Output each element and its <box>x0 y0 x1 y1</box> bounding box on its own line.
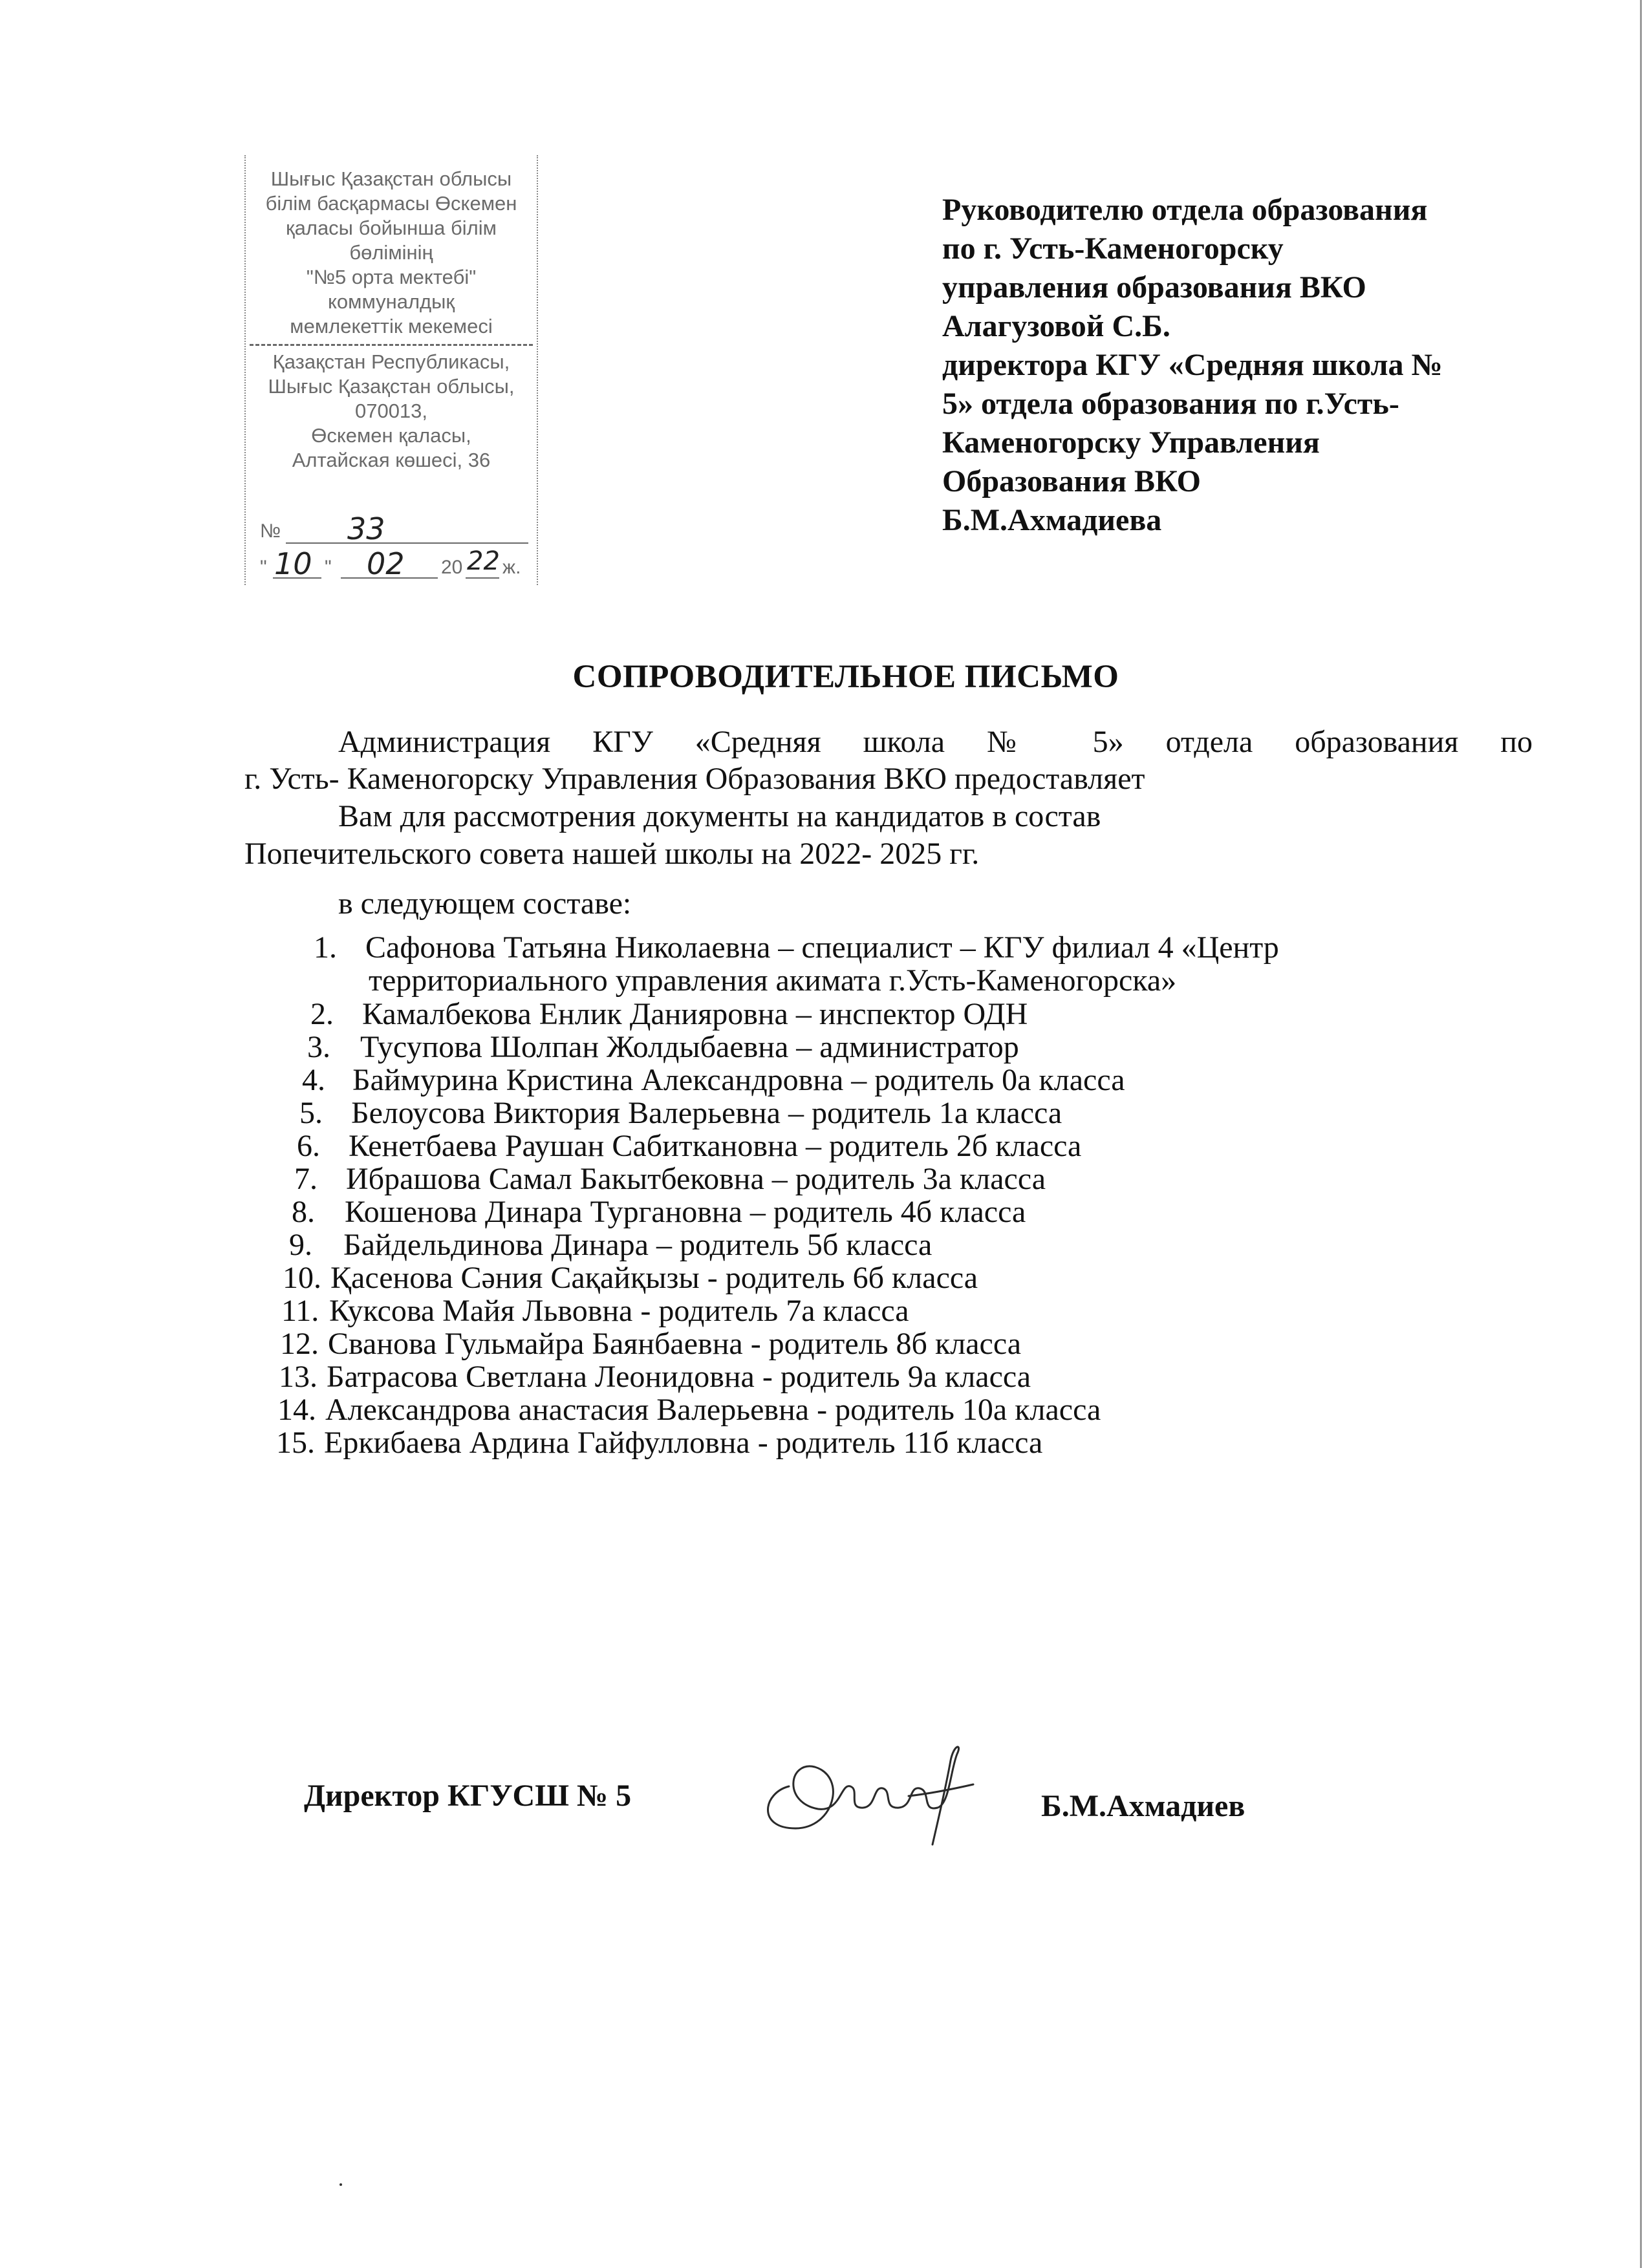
registration-stamp <box>244 155 538 585</box>
list-item-text: Сванова Гульмайра Баянбаевна - родитель 8б класса <box>328 1327 1022 1361</box>
stamp-line: қаласы бойынша білім <box>286 217 497 239</box>
scan-speck <box>339 2183 342 2186</box>
stamp-line: Шығыс Қазақстан облысы, <box>268 375 515 398</box>
addressee-line: директора КГУ «Средняя школа № <box>942 348 1443 382</box>
body-line: Администрация КГУ «Средняя школа № 5» отдела образования по <box>338 725 1533 759</box>
addressee-block <box>942 191 1589 540</box>
stamp-line: Қазақстан Республикасы, <box>272 350 510 373</box>
list-item <box>288 1097 1594 1129</box>
body-line: Вам для рассмотрения документы на кандидатов в состав <box>338 799 1101 833</box>
stamp-number-row <box>260 511 532 549</box>
stamp-date-close-quote: " <box>325 557 332 578</box>
list-item <box>288 998 1594 1031</box>
list-item-number: 13. <box>279 1360 318 1394</box>
stamp-line: мемлекеттік мекемесі <box>290 315 493 337</box>
list-item-text: Сафонова Татьяна Николаевна – специалист – КГУ филиал 4 «Центр <box>365 930 1279 965</box>
stamp-date-suffix: ж. <box>502 557 521 578</box>
signatory-name: Б.М.Ахмадиев <box>1041 1789 1245 1823</box>
list-item-text: Батрасова Светлана Леонидовна - родитель 9а класса <box>327 1360 1031 1394</box>
list-item-text: Баймурина Кристина Александровна – родитель 0а класса <box>352 1063 1125 1097</box>
list-item <box>283 1261 1594 1295</box>
list-item <box>277 1393 1594 1427</box>
list-item-text: Байдельдинова Динара – родитель 5б класса <box>343 1228 932 1262</box>
stamp-date-open-quote: " <box>260 557 267 578</box>
addressee-line: Алагузовой С.Б. <box>942 309 1170 343</box>
stamp-date-year-prefix: 20 <box>441 557 463 578</box>
signature-row <box>0 1764 1649 1841</box>
stamp-date-underline <box>273 577 321 579</box>
list-item <box>288 1064 1594 1097</box>
list-item-text: Кенетбаева Раушан Сабиткановна – родитель 2б класса <box>349 1129 1082 1163</box>
candidates-list <box>276 930 1594 1460</box>
list-item-number: 5. <box>299 1096 323 1130</box>
list-item-text: Қасенова Сәния Сақайқызы - родитель 6б класса <box>330 1261 978 1295</box>
list-item <box>288 1195 1594 1228</box>
list-item-text: Тусупова Шолпан Жолдыбаевна – администратор <box>360 1030 1019 1064</box>
stamp-date-month: 02 <box>367 546 405 581</box>
list-item <box>276 1426 1594 1460</box>
scan-edge-line <box>1640 0 1642 2268</box>
addressee-line: Б.М.Ахмадиева <box>942 503 1162 537</box>
stamp-line: "№5 орта мектебі" <box>306 266 477 288</box>
list-item-number: 9. <box>289 1228 312 1262</box>
list-item-number: 11. <box>281 1294 319 1328</box>
body-line: Попечительского совета нашей школы на 2022- 2025 гг. <box>244 837 980 871</box>
list-item <box>280 1327 1594 1361</box>
stamp-line: білім басқармасы Өскемен <box>265 192 517 215</box>
stamp-line: Өскемен қаласы, <box>311 424 471 447</box>
list-item-text: Куксова Майя Львовна - родитель 7а класса <box>329 1294 909 1328</box>
body-line: г. Усть- Каменогорску Управления Образования ВКО предоставляет <box>244 762 1145 796</box>
stamp-separator <box>250 344 533 346</box>
list-item <box>288 1162 1594 1195</box>
stamp-line: коммуналдық <box>327 290 455 313</box>
stamp-number-prefix: № <box>260 520 281 542</box>
list-item <box>288 1031 1594 1064</box>
stamp-date-underline <box>341 577 438 579</box>
addressee-line: Руководителю отдела образования <box>942 193 1428 227</box>
stamp-date-year-suffix: 22 <box>467 546 500 576</box>
list-item-text: Кошенова Динара Тургановна – родитель 4б класса <box>345 1195 1026 1229</box>
list-item-text: Александрова анастасия Валерьевна - родитель 10а класса <box>325 1393 1101 1427</box>
list-item <box>281 1294 1594 1328</box>
list-item-text: территориального управления акимата г.Усть-Каменогорска» <box>369 963 1177 998</box>
stamp-number-underline <box>286 542 528 544</box>
list-item <box>288 1129 1594 1162</box>
list-item-number: 8. <box>292 1195 315 1229</box>
addressee-line: Образования ВКО <box>942 464 1202 498</box>
list-item-number: 6. <box>297 1129 320 1163</box>
list-item-number: 12. <box>280 1327 319 1361</box>
addressee-line: Каменогорску Управления <box>942 425 1320 460</box>
list-item <box>279 1360 1594 1394</box>
list-item <box>288 931 1594 964</box>
list-item-text: Камалбекова Енлик Данияровна – инспектор ОДН <box>362 997 1028 1031</box>
addressee-line: по г. Усть-Каменогорску <box>942 231 1284 266</box>
stamp-date-underline <box>466 577 499 579</box>
list-item-text: Белоусова Виктория Валерьевна – родитель 1а класса <box>351 1096 1062 1130</box>
list-item-number: 1. <box>314 930 337 965</box>
list-item-text: Ибрашова Самал Бакытбековна – родитель 3а класса <box>346 1162 1046 1196</box>
list-item-number: 7. <box>294 1162 318 1196</box>
list-item-number: 4. <box>302 1063 325 1097</box>
list-item-continuation <box>288 964 1594 997</box>
list-item-number: 14. <box>277 1393 316 1427</box>
document-title: СОПРОВОДИТЕЛЬНОЕ ПИСЬМО <box>572 659 1119 695</box>
stamp-line: Алтайская көшесі, 36 <box>292 449 491 471</box>
stamp-number-value: 33 <box>347 511 385 546</box>
list-item-number: 3. <box>307 1030 330 1064</box>
stamp-line: бөлімінің <box>349 241 433 264</box>
list-item-number: 2. <box>310 997 334 1031</box>
signatory-position: Директор КГУСШ № 5 <box>304 1779 632 1813</box>
addressee-line: 5» отдела образования по г.Усть- <box>942 387 1399 421</box>
handwritten-signature <box>744 1731 989 1854</box>
list-item-number: 15. <box>276 1426 315 1460</box>
list-item-number: 10. <box>283 1261 321 1295</box>
stamp-line: Шығыс Қазақстан облысы <box>270 167 512 190</box>
addressee-line: управления образования ВКО <box>942 270 1366 305</box>
stamp-date-row <box>260 546 532 581</box>
list-item-text: Еркибаева Ардина Гайфулловна - родитель 11б класса <box>324 1426 1043 1460</box>
body-line: в следующем составе: <box>338 886 632 921</box>
stamp-date-day: 10 <box>274 546 312 581</box>
list-item <box>288 1228 1594 1261</box>
stamp-line: 070013, <box>354 400 428 422</box>
